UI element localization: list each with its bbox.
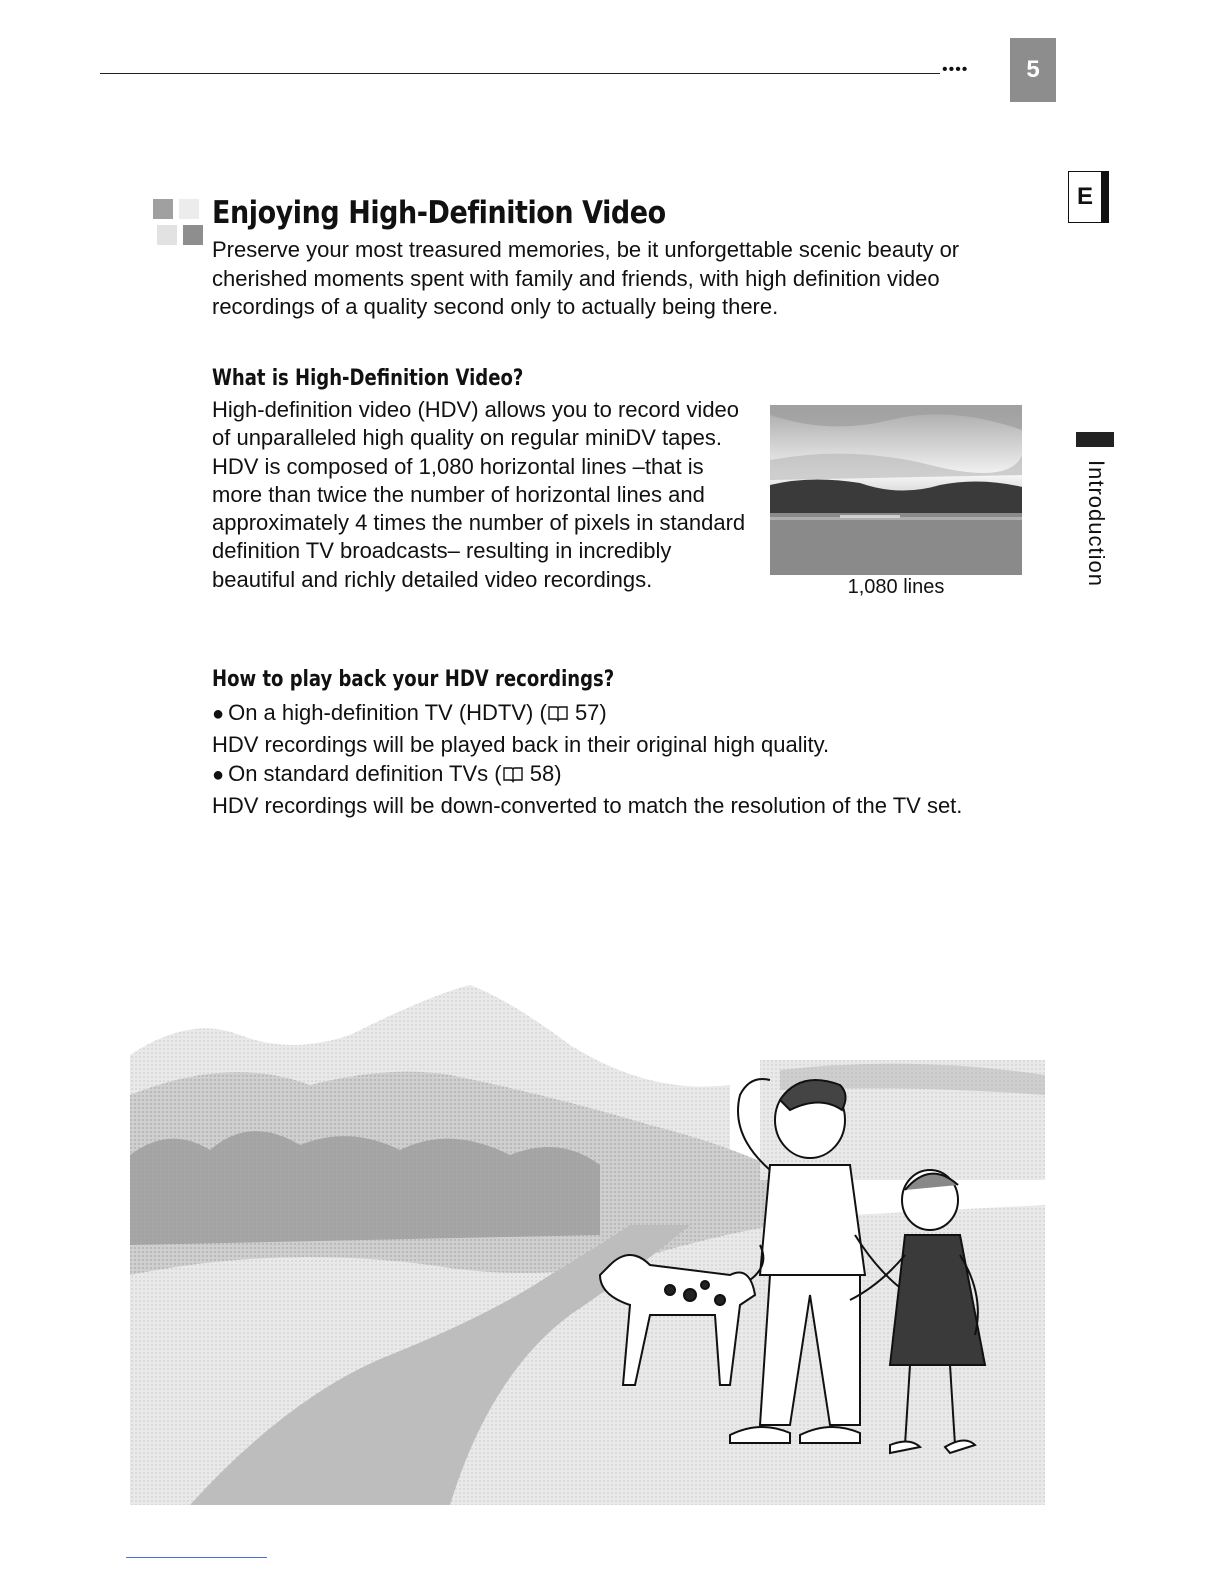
- hdv-description: High-definition video (HDV) allows you to record video of unparalleled high quality on regular miniDV tapes. HDV is composed of 1,080 horizontal lines –that is more than twice the number of horizontal lines and approximately 4 times the number of pixels in standard definition TV broadcasts– resulting in incredibly beautiful and richly detailed video recordings.: [212, 397, 746, 592]
- family-landscape-illustration: [130, 975, 1045, 1505]
- list-item: [212, 698, 1042, 730]
- list-item-close: ): [599, 700, 607, 725]
- section-heading-playback: How to play back your HDV recordings?: [212, 667, 615, 692]
- page-reference: 58: [529, 761, 555, 787]
- book-reference-icon: [502, 761, 524, 791]
- title-squares-decoration: [153, 199, 205, 245]
- book-reference-icon: [547, 700, 569, 730]
- list-item: [212, 759, 1042, 791]
- bullet-icon: ●: [212, 703, 225, 725]
- language-tab: [1068, 171, 1109, 223]
- page-number: 5: [1026, 56, 1040, 83]
- bullet-icon: ●: [212, 764, 225, 787]
- section-label: Introduction: [1084, 460, 1109, 587]
- list-item-description: HDV recordings will be down-converted to match the resolution of the TV set.: [212, 792, 963, 818]
- page-title: Enjoying High-Definition Video: [212, 195, 666, 231]
- section-heading-what-is-hdv: What is High-Definition Video?: [212, 366, 524, 391]
- playback-list: [212, 698, 1042, 820]
- sunset-photo-graphic: [770, 405, 1022, 575]
- page-number-box: [1010, 38, 1056, 102]
- bottom-link-underline: [126, 1557, 267, 1558]
- list-item-description: HDV recordings will be played back in their original high quality.: [212, 731, 830, 757]
- language-tab-label: E: [1076, 183, 1093, 210]
- landscape-illustration-graphic: [130, 975, 1045, 1505]
- list-item-close: ): [554, 761, 562, 787]
- section-marker: [1076, 432, 1114, 447]
- sunset-photo: [770, 405, 1022, 575]
- list-item-label: On a high-definition TV (HDTV) (: [228, 700, 547, 725]
- list-item-label: On standard definition TVs (: [228, 761, 502, 787]
- header-dots: ••••: [942, 61, 969, 78]
- header-rule: [100, 73, 940, 74]
- intro-paragraph: Preserve your most treasured memories, be it unforgettable scenic beauty or cherished moments spent with family and friends, with high definition video recordings of a quality second only to actually being there.: [212, 237, 960, 319]
- photo-caption: 1,080 lines: [847, 576, 945, 598]
- page-reference: 57: [574, 700, 600, 725]
